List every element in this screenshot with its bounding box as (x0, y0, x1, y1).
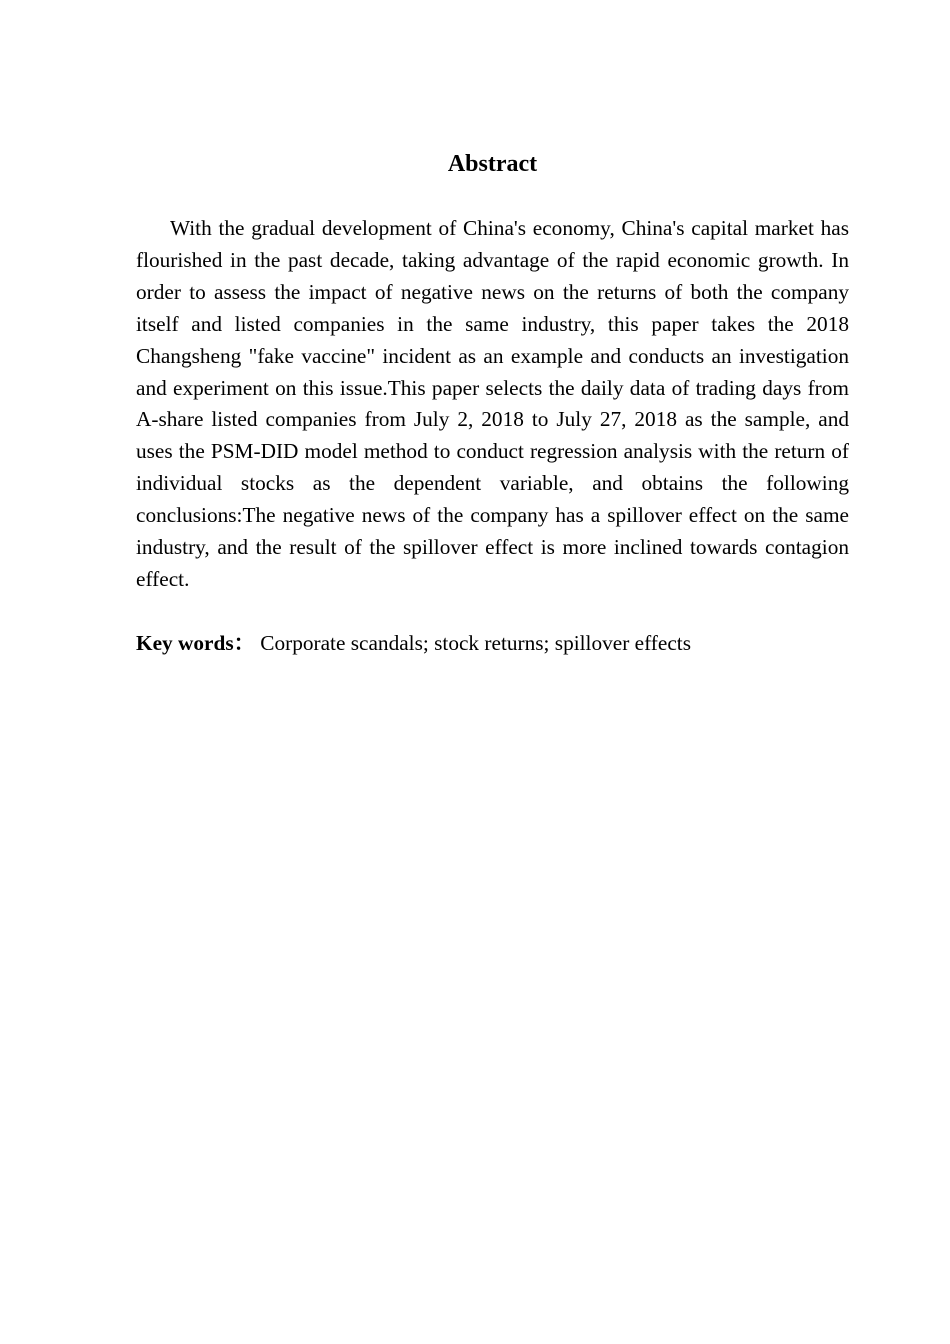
keywords-value: Corporate scandals; stock returns; spillover effects (260, 631, 691, 655)
keywords-label: Key words (136, 631, 234, 655)
keywords-separator: ： (233, 631, 255, 655)
keywords-line (136, 627, 849, 659)
abstract-body: With the gradual development of China's economy, China's capital market has flourished in the past decade, taking advantage of the rapid economic growth. In order to assess the impact of negative news on the returns of both the company itself and listed companies in the same industry, this paper takes the 2018 Changsheng "fake vaccine" incident as an example and conducts an investigation and experiment on this issue.This paper selects the daily data of trading days from A-share listed companies from July 2, 2018 to July 27, 2018 as the sample, and uses the PSM-DID model method to conduct regression analysis with the return of individual stocks as the dependent variable, and obtains the following conclusions:The negative news of the company has a spillover effect on the same industry, and the result of the spillover effect is more inclined towards contagion effect. (136, 216, 849, 591)
abstract-title: Abstract (447, 151, 538, 177)
